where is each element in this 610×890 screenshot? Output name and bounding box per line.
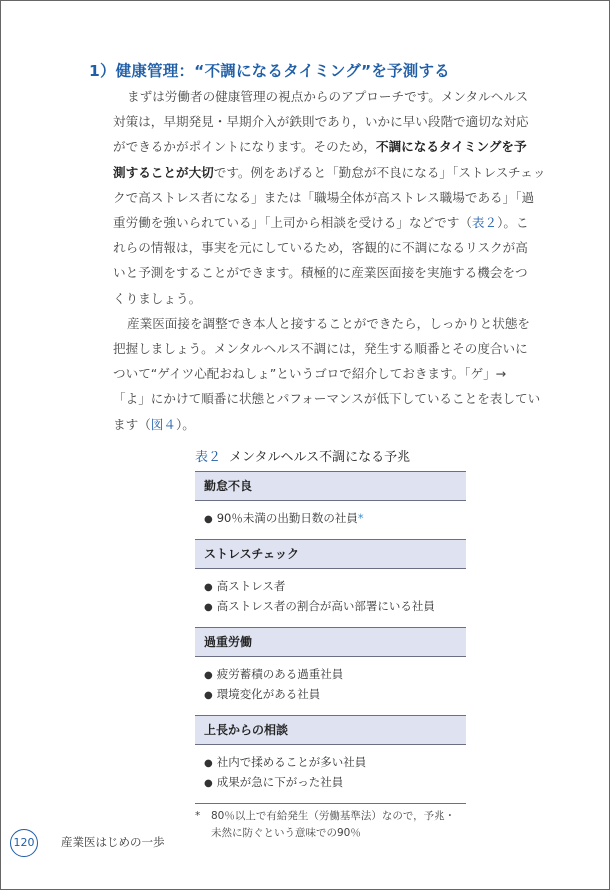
list-item [204,577,466,597]
running-footer-title: 産業医はじめの一歩 [61,835,165,849]
list-item [204,665,466,685]
table-section-header: 上長からの相談 [195,715,466,745]
item-text: 環境変化がある社員 [216,687,321,701]
emphasis-text: 不調になるタイミングを予 [375,139,527,155]
item-text: 社内で揉めることが多い社員 [216,755,367,769]
list-item [204,509,466,529]
bullet-icon: ● [204,602,213,613]
text-line: ついて“ゲイツ心配おねしょ”というゴロで紹介しておきます。「ゲ」→ [113,366,507,382]
item-text: 90％未満の出勤日数の社員 [216,511,358,525]
bullet-icon: ● [204,514,213,525]
item-text: 成果が急に下がった社員 [216,775,344,789]
table-section-items [195,657,466,715]
table-number: 表２ [195,450,222,465]
text-line [113,134,553,159]
text-line [113,210,553,235]
text-line: クで高ストレス者になる」または「職場全体が高ストレス職場である」「過 [113,189,535,205]
emphasis-text: 測することが大切 [113,164,214,180]
text-line: れらの情報は，事実を元にしているため，客観的に不調になるリスクが高 [113,240,528,256]
text-run: ）。 [175,416,195,432]
text-run: です。例をあげると「勤怠が不良になる」「ストレスチェッ [213,164,546,180]
text-run: ます（ [113,416,151,432]
footnote-marker: * [357,511,364,525]
text-run: ができるかがポイントになります。そのため， [113,139,376,155]
paragraph-2 [113,311,553,437]
table-section-items [195,569,466,627]
list-item [204,597,466,617]
text-line: 対策は，早期発見・早期介入が鉄則であり，いかに早い段階で適切な対応 [113,114,529,130]
figure-reference: 図４ [150,416,176,432]
text-line: 把握しましょう。メンタルヘルス不調には，発生する順番とその度合いに [113,341,528,357]
footnote-line: 未然に防ぐという意味での90％ [211,827,361,839]
bullet-icon: ● [204,582,213,593]
section-heading: 1）健康管理：“不調になるタイミング”を予測する [89,62,450,80]
warning-signs-table [195,445,466,842]
table-section-header: 過重労働 [195,627,466,657]
bullet-icon: ● [204,690,213,701]
item-text: 高ストレス者 [216,579,286,593]
table-footnote [195,804,466,842]
item-text: 高ストレス者の割合が高い部署にいる社員 [216,599,435,613]
footnote-line [195,808,466,825]
table-title: メンタルヘルス不調になる予兆 [229,450,411,465]
text-line [113,412,553,437]
text-line: くりましょう。 [113,290,202,306]
bullet-icon: ● [204,758,213,769]
body-text [113,84,553,437]
paragraph-1 [113,84,553,311]
text-line: 「よ」にかけて順番に状態とパフォーマンスが低下していることを表してい [113,391,541,407]
list-item [204,685,466,705]
table-caption [195,445,466,471]
bullet-icon: ● [204,670,213,681]
item-text: 疲労蓄積のある過重社員 [216,667,344,681]
text-line: いと予測をすることができます。積極的に産業医面接を実施する機会をつ [113,265,528,281]
text-run: ）。こ [497,215,529,231]
list-item [204,773,466,793]
bullet-icon: ● [204,778,213,789]
text-line [113,160,553,185]
table-section-header: ストレスチェック [195,539,466,569]
text-run: 重労働を強いられている」「上司から相談を受ける」などです（ [113,215,472,231]
table-section-items [195,745,466,803]
table-reference: 表２ [471,215,498,231]
text-line: 産業医面接を調整でき本人と接することができたら，しっかりと状態を [127,315,530,331]
page-number: 120 [10,829,38,857]
list-item [204,753,466,773]
text-line: まずは労働者の健康管理の視点からのアプローチです。メンタルヘルス [127,89,529,104]
table-section-header: 勤怠不良 [195,471,466,501]
footnote-text: 80％以上で有給発生（労働基準法）なので，予兆・ [211,810,456,822]
footnote-mark: * [195,810,201,822]
table-section-items [195,501,466,539]
